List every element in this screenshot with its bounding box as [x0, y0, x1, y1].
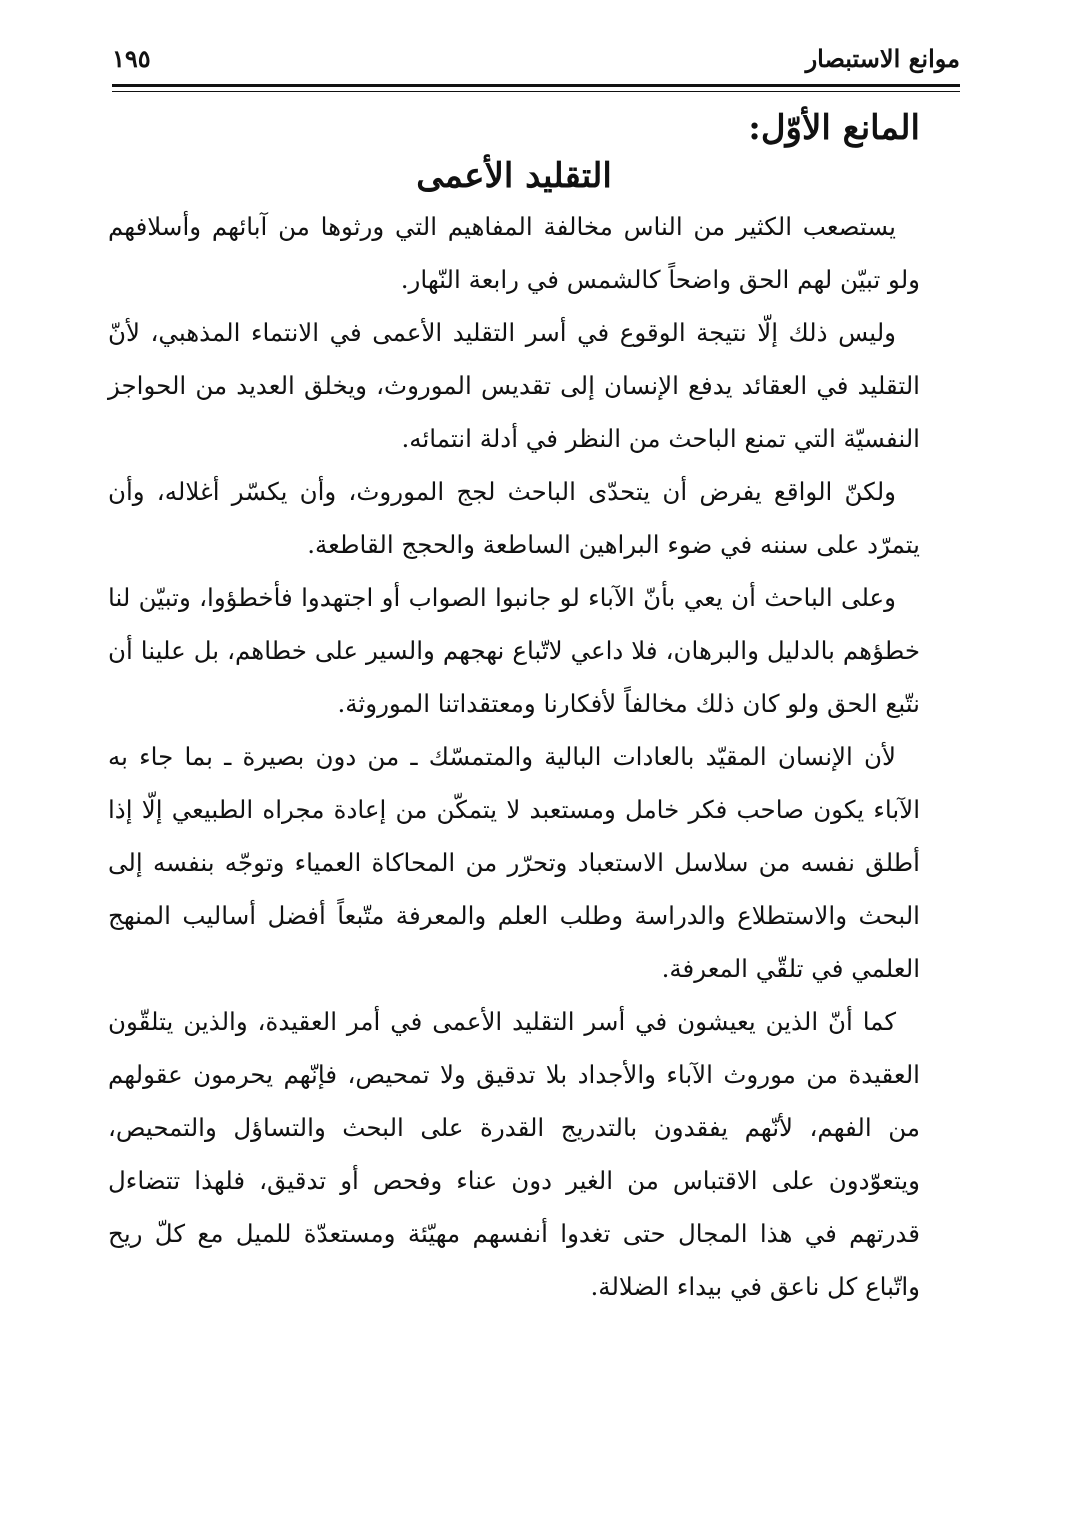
running-header-title: موانع الاستبصار: [805, 44, 960, 73]
header-rule-thick: [112, 84, 960, 87]
paragraph: وليس ذلك إلّا نتيجة الوقوع في أسر التقليد الأعمى في الانتماء المذهبي، لأنّ التقليد في العقائد يدفع الإنسان إلى تقديس الموروث، ويخلق العديد من الحواجز النفسيّة التي تمنع الباحث من النظر في أدلة انتمائه.: [108, 318, 920, 453]
paragraph: لأن الإنسان المقيّد بالعادات البالية والمتمسّك ـ من دون بصيرة ـ بما جاء به الآباء يكون صاحب فكر خامل ومستعبد لا يتمكّن من إعادة مجراه الطبيعي إلّا إذا أطلق نفسه من سلاسل الاستعباد وتحرّر من المحاكاة العمياء وتوجّه بنفسه إلى البحث والاستطلاع والدراسة وطلب العلم والمعرفة متّبعاً أفضل أساليب المنهج العلمي في تلقّي المعرفة.: [108, 742, 920, 983]
section-title: التقليد الأعمى: [416, 156, 612, 196]
page-content: [108, 96, 920, 1313]
paragraph: وعلى الباحث أن يعي بأنّ الآباء لو جانبوا الصواب أو اجتهدوا فأخطؤوا، وتبيّن لنا خطؤهم بالدليل والبرهان، فلا داعي لاتّباع نهجهم والسير على خطاهم، بل علينا أن نتّبع الحق ولو كان ذلك مخالفاً لأفكارنا ومعتقداتنا الموروثة.: [108, 583, 920, 718]
obstacle-heading: المانع الأوّل:: [748, 108, 920, 148]
page-number: ١٩٥: [112, 44, 151, 73]
paragraph: كما أنّ الذين يعيشون في أسر التقليد الأعمى في أمر العقيدة، والذين يتلقّون العقيدة من موروث الآباء والأجداد بلا تدقيق ولا تمحيص، فإنّهم يحرمون عقولهم من الفهم، لأنّهم يفقدون بالتدريج القدرة على البحث والتساؤل والتمحيص، ويتعوّدون على الاقتباس من الغير دون عناء وفحص أو تدقيق، فلهذا تتضاءل قدرتهم في هذا المجال حتى تغدوا أنفسهم مهيّئة ومستعدّة للميل مع كلّ ريح واتّباع كل ناعق في بيداء الضلالة.: [108, 1007, 920, 1301]
running-header: [112, 40, 960, 80]
header-rule-thin: [112, 91, 960, 92]
paragraph: ولكنّ الواقع يفرض أن يتحدّى الباحث لجج الموروث، وأن يكسّر أغلاله، وأن يتمرّد على سننه في ضوء البراهين الساطعة والحجج القاطعة.: [108, 477, 920, 559]
paragraph: يستصعب الكثير من الناس مخالفة المفاهيم التي ورثوها من آبائهم وأسلافهم ولو تبيّن لهم الحق واضحاً كالشمس في رابعة النّهار.: [108, 212, 920, 294]
